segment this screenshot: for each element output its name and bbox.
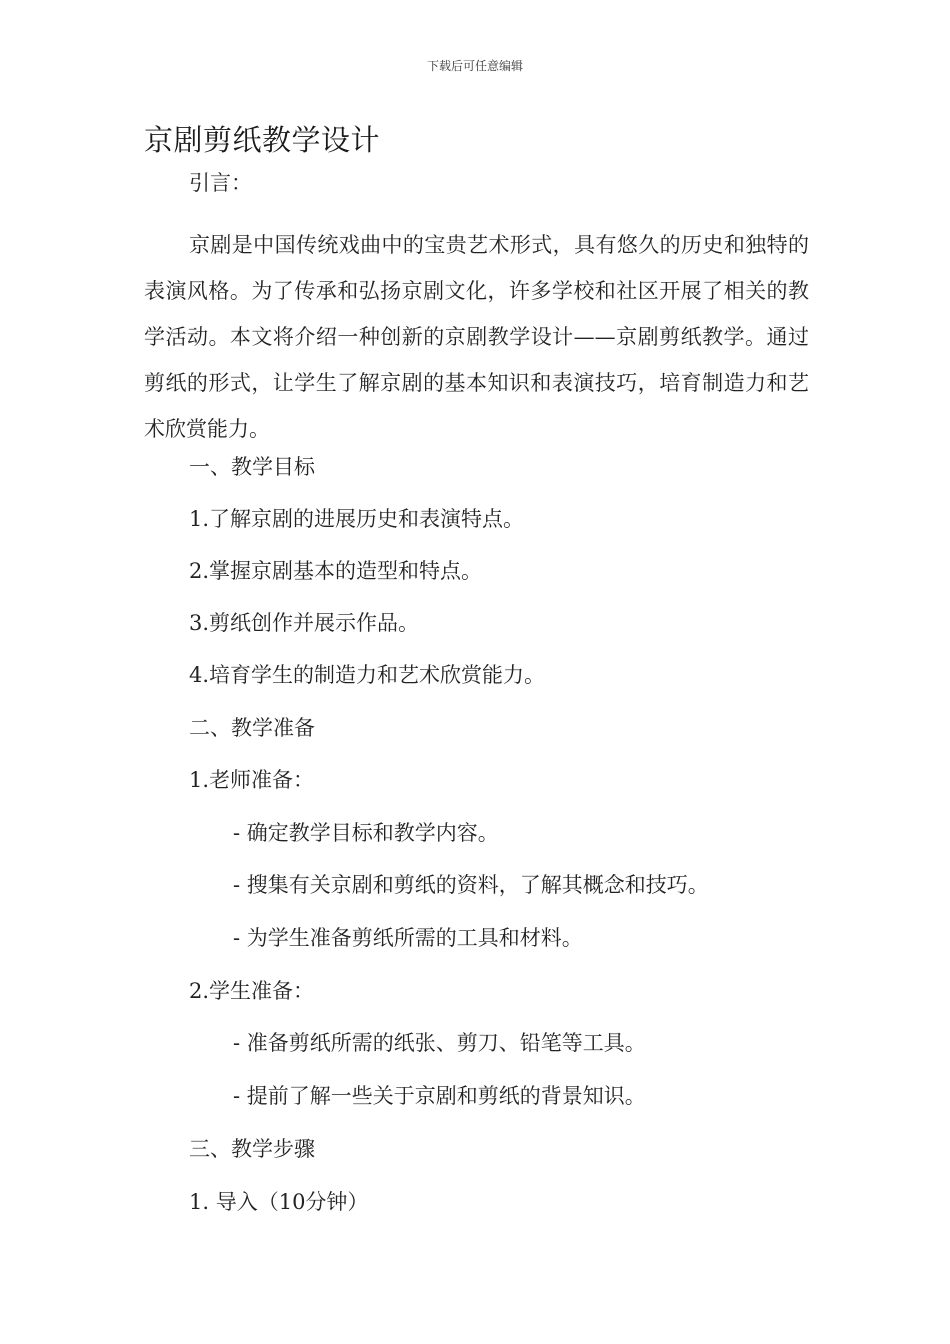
section-heading-goals: 一、教学目标 — [189, 455, 315, 479]
teacher-prep-item-3: - 为学生准备剪纸所需的工具和材料。 — [233, 926, 583, 950]
goal-item-1: 1.了解京剧的进展历史和表演特点。 — [189, 507, 525, 531]
step-item-1: 1. 导入（10分钟） — [189, 1190, 369, 1214]
goal-item-4: 4.培育学生的制造力和艺术欣赏能力。 — [189, 663, 546, 687]
student-prep-item-1: - 准备剪纸所需的纸张、剪刀、铅笔等工具。 — [233, 1031, 646, 1055]
header-note: 下载后可任意编辑 — [426, 59, 523, 73]
student-prep-item-2: - 提前了解一些关于京剧和剪纸的背景知识。 — [233, 1084, 646, 1108]
goal-item-2: 2.掌握京剧基本的造型和特点。 — [189, 559, 483, 583]
teacher-prep-item-2: - 搜集有关京剧和剪纸的资料，了解其概念和技巧。 — [233, 873, 709, 897]
document-title: 京剧剪纸教学设计 — [144, 123, 381, 157]
section-heading-preparation: 二、教学准备 — [189, 716, 315, 740]
intro-paragraph: 京剧是中国传统戏曲中的宝贵艺术形式，具有悠久的历史和独特的表演风格。为了传承和弘扬京剧文化，许多学校和社区开展了相关的教学活动。本文将介绍一种创新的京剧教学设计——京剧剪纸教学。通过剪纸的形式，让学生了解京剧的基本知识和表演技巧，培育制造力和艺术欣赏能力。 — [144, 233, 809, 441]
teacher-prep-item-1: - 确定教学目标和教学内容。 — [233, 821, 499, 845]
intro-label: 引言： — [189, 171, 252, 195]
student-prep-label: 2.学生准备： — [189, 979, 315, 1003]
goal-item-3: 3.剪纸创作并展示作品。 — [189, 611, 420, 635]
teacher-prep-label: 1.老师准备： — [189, 768, 315, 792]
section-heading-steps: 三、教学步骤 — [189, 1137, 315, 1161]
